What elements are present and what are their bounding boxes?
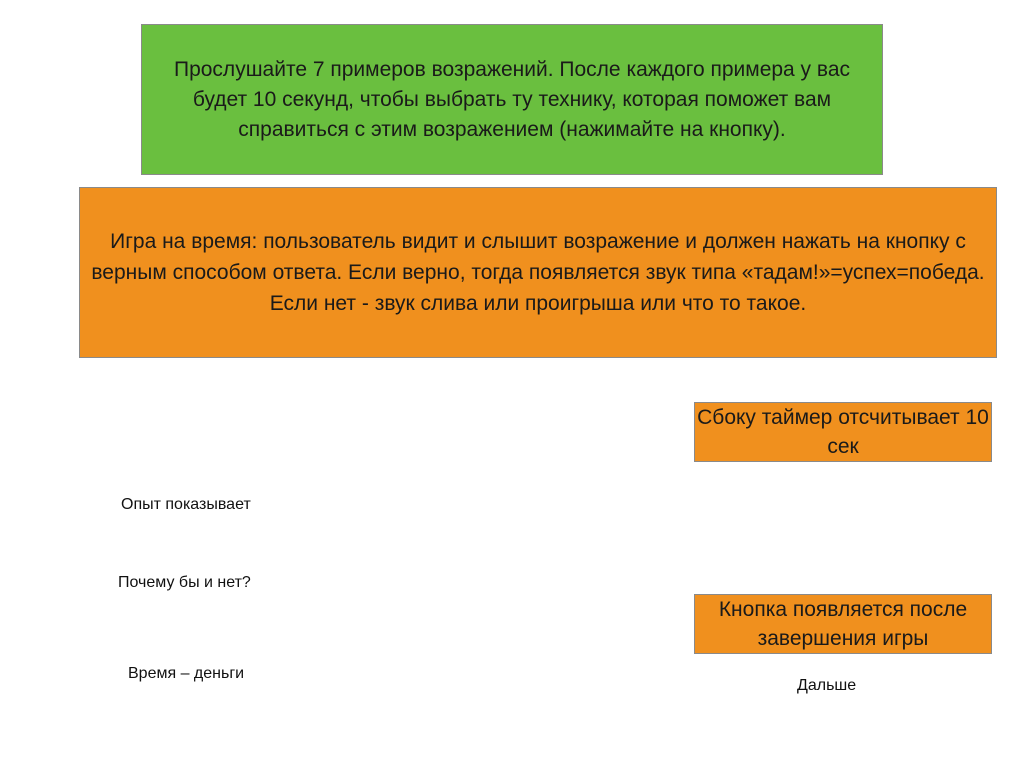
next-button-note-box (694, 594, 992, 654)
game-description-text: Игра на время: пользователь видит и слышит возражение и должен нажать на кнопку с верным способом ответа. Если верно, тогда появляется звук типа «тадам!»=успех=победа. Если нет - звук слива или проигрыша или что то такое. (91, 230, 985, 315)
instruction-box (141, 24, 883, 175)
instruction-text: Прослушайте 7 примеров возражений. После каждого примера у вас будет 10 секунд, чтобы выбрать ту технику, которая поможет вам справиться с этим возражением (нажимайте на кнопку). (173, 57, 850, 141)
answer-option-pochemu-by-i-net[interactable]: Почему бы и нет? (118, 574, 251, 591)
timer-note-text: Сбоку таймер отсчитывает 10 сек (697, 406, 989, 458)
answer-option-vremya-dengi[interactable]: Время – деньги (128, 665, 245, 682)
timer-note-box (694, 402, 992, 462)
answer-option-opyt-pokazyvaet[interactable]: Опыт показывает (121, 496, 251, 513)
next-button-note-text: Кнопка появляется после завершения игры (718, 598, 968, 650)
next-button[interactable]: Дальше (797, 677, 857, 694)
game-description-box (79, 187, 997, 358)
